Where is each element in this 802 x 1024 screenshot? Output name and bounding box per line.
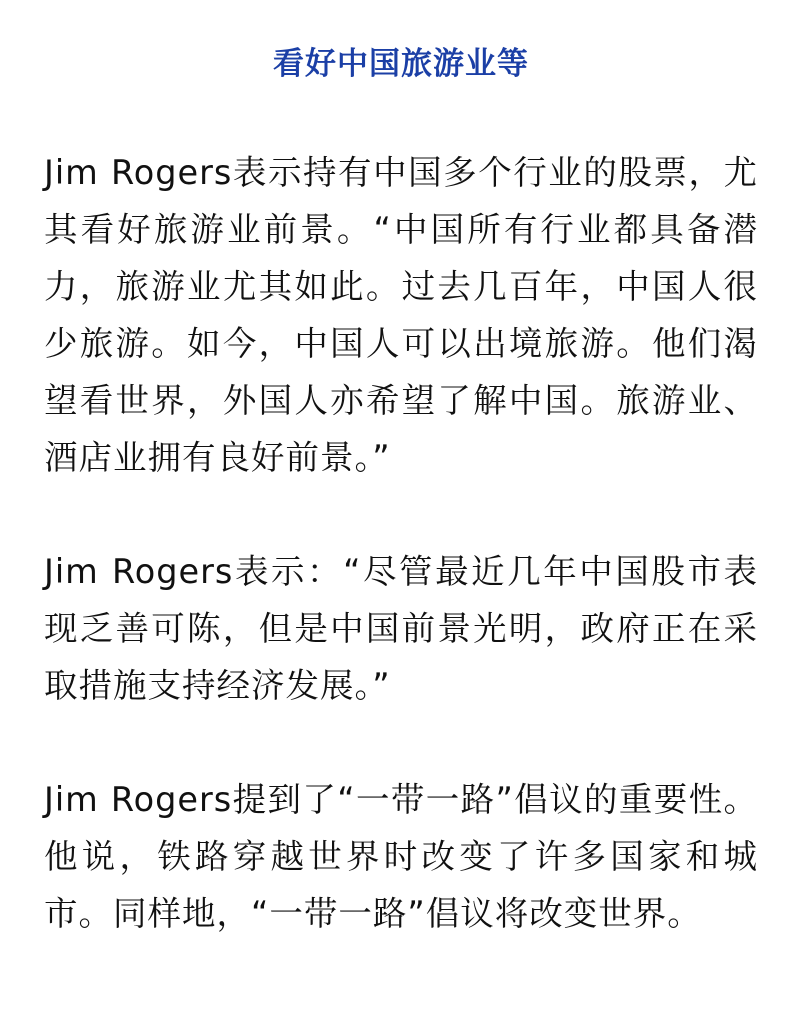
paragraph-tourism-outlook: Jim Rogers表示持有中国多个行业的股票，尤其看好旅游业前景。“中国所有行业都具备潜力，旅游业尤其如此。过去几百年，中国人很少旅游。如今，中国人可以出境旅游。他们渴望看世界，外国人亦希望了解中国。旅游业、酒店业拥有良好前景。”: [44, 153, 758, 477]
article-title: 看好中国旅游业等: [273, 46, 529, 82]
paragraph-stock-market: Jim Rogers表示：“尽管最近几年中国股市表现乏善可陈，但是中国前景光明，政府正在采取措施支持经济发展。”: [44, 552, 758, 705]
paragraph-belt-and-road: Jim Rogers提到了“一带一路”倡议的重要性。他说，铁路穿越世界时改变了许多国家和城市。同样地，“一带一路”倡议将改变世界。: [44, 780, 758, 933]
